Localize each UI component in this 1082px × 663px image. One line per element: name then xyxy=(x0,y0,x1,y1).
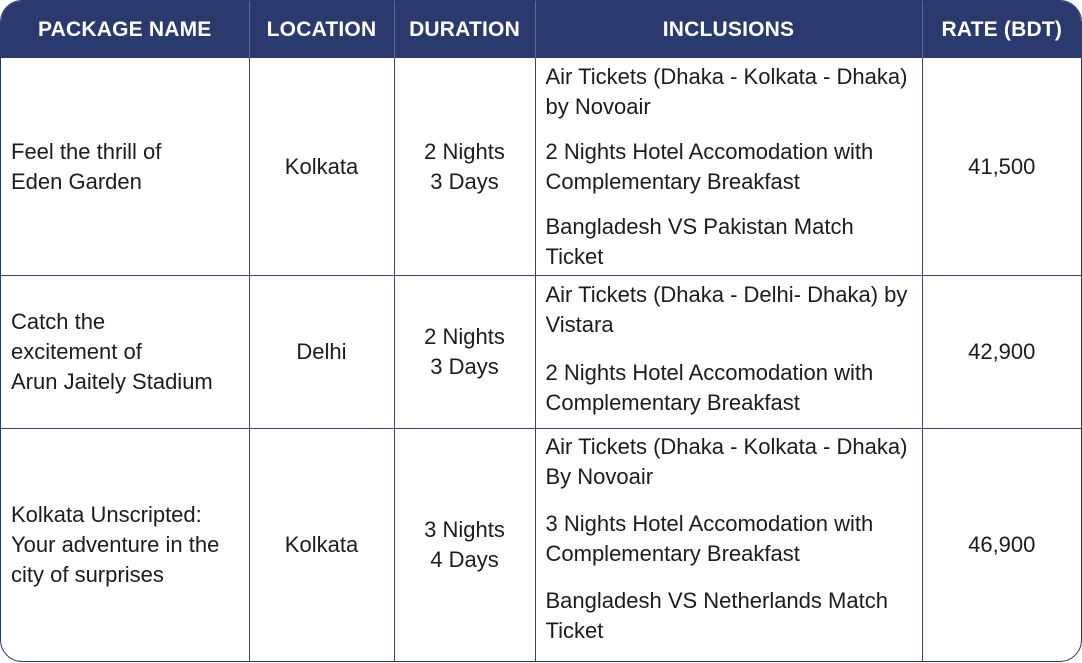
table-header xyxy=(1,1,1081,58)
duration-cell xyxy=(394,429,535,662)
package-name-line: excitement of xyxy=(11,339,142,364)
inclusion-item: 2 Nights Hotel Accomodation with Complementary Breakfast xyxy=(545,360,874,415)
inclusion-item: Air Tickets (Dhaka - Kolkata - Dhaka) by Novoair xyxy=(545,64,908,119)
header-package-name: PACKAGE NAME xyxy=(1,1,249,58)
inclusion-item: Bangladesh VS Netherlands Match Ticket xyxy=(545,588,888,643)
location-cell: Kolkata xyxy=(249,429,394,662)
duration-days: 4 Days xyxy=(430,547,499,572)
duration-cell xyxy=(394,276,535,429)
table-row xyxy=(1,429,1081,662)
duration-nights: 2 Nights xyxy=(424,324,505,349)
header-rate: RATE (BDT) xyxy=(922,1,1081,58)
package-name-cell xyxy=(1,276,249,429)
package-name-line: Feel the thrill of xyxy=(11,138,162,164)
rate-cell: 46,900 xyxy=(968,532,1036,557)
rate-cell: 42,900 xyxy=(922,276,1081,429)
duration-days: 3 Days xyxy=(430,168,499,194)
package-name-cell xyxy=(1,58,249,276)
inclusion-item: 3 Nights Hotel Accomodation with Complementary Breakfast xyxy=(545,511,874,566)
duration-days: 3 Days xyxy=(430,354,499,379)
package-name-line: Arun Jaitely Stadium xyxy=(11,369,213,394)
duration-cell xyxy=(394,58,535,276)
inclusion-item: Air Tickets (Dhaka - Delhi- Dhaka) by Vistara xyxy=(545,282,908,337)
package-name-cell xyxy=(1,429,249,662)
rate-cell: 41,500 xyxy=(922,58,1081,276)
duration-nights: 2 Nights xyxy=(424,138,505,164)
package-name-line: Eden Garden xyxy=(11,168,142,194)
location-cell: Delhi xyxy=(249,276,394,429)
package-name-line: city of surprises xyxy=(11,562,164,587)
inclusion-item: Bangladesh VS Pakistan Match Ticket xyxy=(545,214,854,269)
location-cell: Kolkata xyxy=(249,58,394,276)
inclusions-cell xyxy=(535,429,922,662)
inclusions-cell xyxy=(535,58,922,276)
package-name-line: Kolkata Unscripted: xyxy=(11,502,202,527)
header-inclusions: INCLUSIONS xyxy=(535,1,922,58)
table-row xyxy=(1,58,1081,276)
inclusion-item: 2 Nights Hotel Accomodation with Complementary Breakfast xyxy=(545,139,874,194)
header-location: LOCATION xyxy=(249,1,394,58)
inclusion-item: Air Tickets (Dhaka - Kolkata - Dhaka) By Novoair xyxy=(545,434,908,489)
inclusions-cell xyxy=(535,276,922,429)
header-row xyxy=(1,1,1081,58)
package-table xyxy=(1,1,1081,661)
table-row xyxy=(1,276,1081,429)
package-name-line: Your adventure in the xyxy=(11,532,220,557)
header-duration: DURATION xyxy=(394,1,535,58)
duration-nights: 3 Nights xyxy=(424,517,505,542)
package-name-line: Catch the xyxy=(11,309,106,334)
